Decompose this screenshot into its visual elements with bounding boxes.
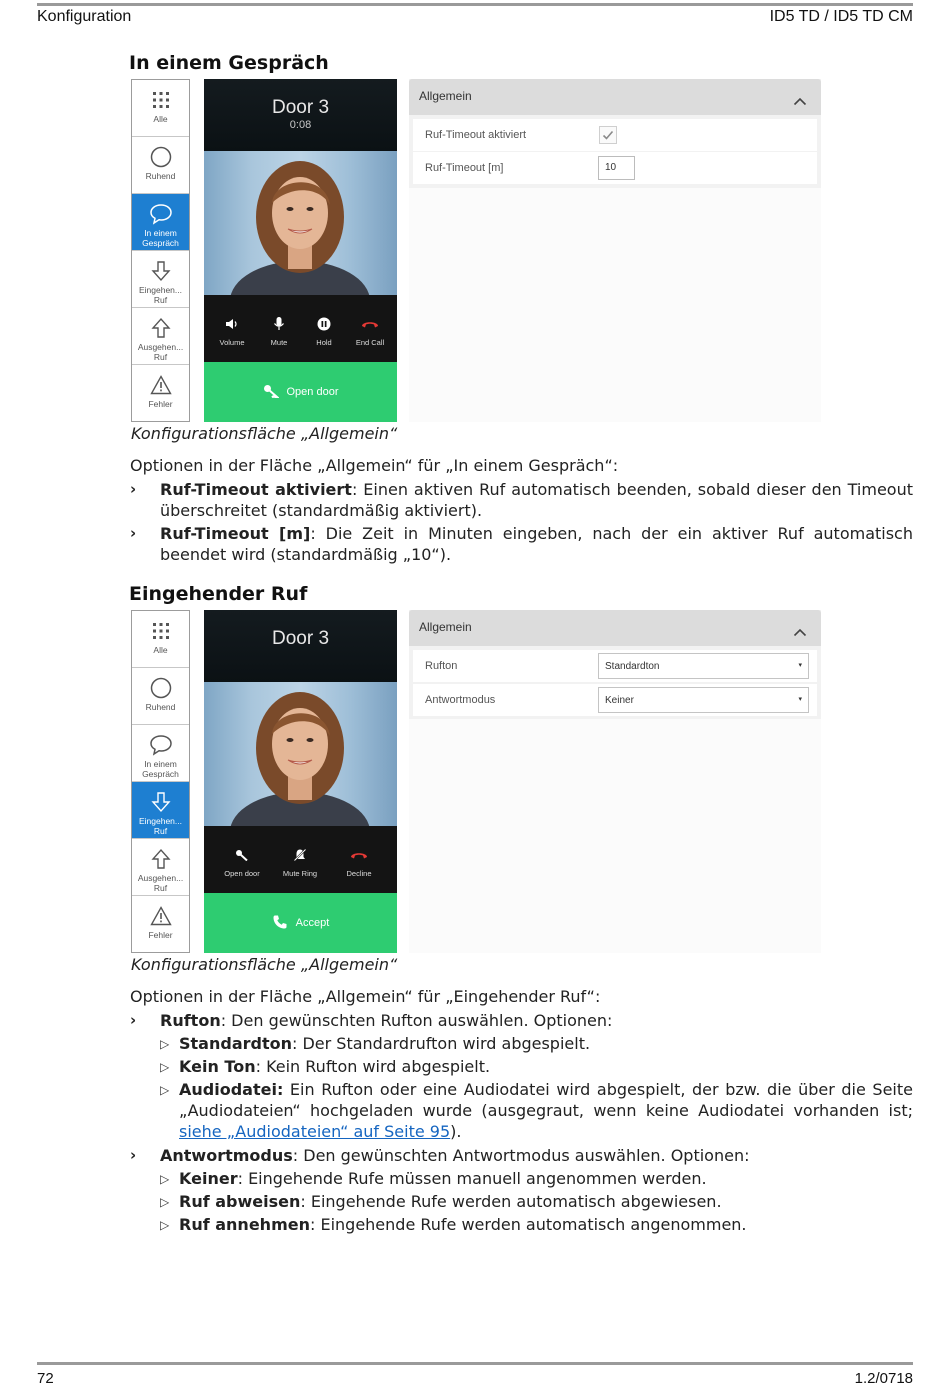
sub-bullet-triangle-icon: ▷ (160, 1195, 170, 1209)
volume-control[interactable]: Volume (204, 315, 260, 347)
row-ruf-timeout-minuten: Ruf-Timeout [m] 10 (413, 152, 817, 184)
allgemein-panel (409, 79, 821, 188)
screenshot-in-gespraech (131, 79, 821, 422)
hang-up-icon (342, 315, 397, 333)
checkmark-icon (600, 127, 616, 143)
call-controls (204, 295, 397, 362)
sidebar-item-in-gespraech[interactable]: In einem Gespräch (132, 725, 189, 782)
figure-caption-1: Konfigurationsfläche „Allgemein“ (131, 424, 398, 443)
call-duration: 0:08 (289, 119, 312, 131)
sub-bullet-keiner: ▷ Keiner: Eingehende Rufe müssen manuell angenommen werden. (160, 1169, 707, 1188)
sidebar-item-eingehend[interactable]: Eingehen... Ruf (132, 251, 189, 308)
sub-bullet-triangle-icon: ▷ (160, 1037, 170, 1051)
warning-icon (149, 373, 173, 397)
panel-header[interactable] (409, 79, 821, 115)
bullet-arrow-icon: › (130, 524, 137, 542)
speech-bubble-icon (149, 202, 173, 226)
call-screen (204, 610, 397, 953)
section-title-eingehender-ruf: Eingehender Ruf (129, 583, 308, 605)
circle-icon (149, 676, 173, 700)
arrow-down-icon (149, 790, 173, 814)
sidebar-item-in-gespraech[interactable]: In einem Gespräch (132, 194, 189, 251)
call-controls (204, 826, 397, 893)
dropdown-caret-icon: ▾ (798, 662, 802, 669)
sub-bullet-audiodatei: ▷ Audiodatei: Ein Rufton oder eine Audiodatei wird abgespielt, der bzw. die über die Seite „Audiodateien“ hochgeladen wurde (ausgegraut, wenn keine Audiodatei vorhanden ist; siehe „Audiodateien“ auf Seite 95). (160, 1080, 913, 1141)
accept-button[interactable]: Accept (204, 893, 397, 953)
dropdown-caret-icon: ▾ (798, 696, 802, 703)
panel-title: Allgemein (419, 620, 472, 634)
footer-version: 1.2/0718 (854, 1370, 913, 1387)
sidebar-item-fehler[interactable]: Fehler (132, 365, 189, 422)
footer-rule (37, 1362, 913, 1365)
muted-bell-icon (272, 846, 328, 864)
open-door-control[interactable]: Open door (214, 846, 270, 878)
mute-ring-control[interactable]: Mute Ring (272, 846, 328, 878)
door-title: Door 3 (271, 628, 330, 649)
hang-up-icon (331, 846, 387, 864)
arrow-down-icon (149, 259, 173, 283)
ruf-timeout-input[interactable]: 10 (598, 156, 635, 180)
sub-bullet-triangle-icon: ▷ (160, 1060, 170, 1074)
sub-bullet-ruf-abweisen: ▷ Ruf abweisen: Eingehende Rufe werden automatisch abgewiesen. (160, 1192, 722, 1211)
speech-bubble-icon (149, 733, 173, 757)
sub-bullet-kein-ton: ▷ Kein Ton: Kein Rufton wird abgespielt. (160, 1057, 491, 1076)
footer-page-number: 72 (37, 1370, 54, 1387)
ruf-timeout-checkbox[interactable] (599, 126, 617, 144)
call-screen (204, 79, 397, 422)
chevron-up-icon[interactable] (793, 91, 807, 110)
header-section: Konfiguration (37, 8, 132, 25)
key-icon (214, 846, 270, 864)
sub-bullet-standardton: ▷ Standardton: Der Standardrufton wird abgespielt. (160, 1034, 591, 1053)
sidebar-item-fehler[interactable]: Fehler (132, 896, 189, 953)
sub-bullet-triangle-icon: ▷ (160, 1083, 170, 1097)
grid-icon (149, 88, 173, 112)
caller-video (204, 151, 397, 295)
arrow-up-icon (149, 316, 173, 340)
section-title-in-gespraech: In einem Gespräch (129, 52, 329, 74)
figure-caption-2: Konfigurationsfläche „Allgemein“ (131, 955, 398, 974)
panel-header[interactable] (409, 610, 821, 646)
decline-control[interactable]: Decline (331, 846, 387, 878)
sidebar-item-ruhend[interactable]: Ruhend (132, 668, 189, 725)
state-sidebar (131, 610, 190, 953)
sub-bullet-triangle-icon: ▷ (160, 1218, 170, 1232)
caller-video (204, 682, 397, 826)
circle-icon (149, 145, 173, 169)
row-rufton: Rufton Standardton ▾ (413, 650, 817, 682)
grid-icon (149, 619, 173, 643)
sidebar-item-ruhend[interactable]: Ruhend (132, 137, 189, 194)
mute-control[interactable]: Mute (251, 315, 307, 347)
header-product: ID5 TD / ID5 TD CM (769, 8, 913, 25)
panel-empty-area (409, 188, 821, 422)
bullet-arrow-icon: › (130, 1011, 137, 1029)
panel-title: Allgemein (419, 89, 472, 103)
screenshot-eingehender-ruf (131, 610, 821, 953)
header-rule (37, 3, 913, 6)
audiodateien-link[interactable]: siehe „Audiodateien“ auf Seite 95 (179, 1122, 451, 1141)
bullet-arrow-icon: › (130, 480, 137, 498)
bullet-antwortmodus: › Antwortmodus: Den gewünschten Antwortmodus auswählen. Optionen: (130, 1146, 750, 1165)
bullet-rufton: › Rufton: Den gewünschten Rufton auswählen. Optionen: (130, 1011, 613, 1030)
sub-bullet-triangle-icon: ▷ (160, 1172, 170, 1186)
rufton-select[interactable]: Standardton ▾ (598, 653, 809, 679)
allgemein-panel (409, 610, 821, 719)
sidebar-item-eingehend[interactable]: Eingehen... Ruf (132, 782, 189, 839)
open-door-button[interactable]: Open door (204, 362, 397, 422)
panel-empty-area (409, 719, 821, 953)
chevron-up-icon[interactable] (793, 622, 807, 641)
sidebar-item-alle[interactable]: Alle (132, 80, 189, 137)
bullet-arrow-icon: › (130, 1146, 137, 1164)
warning-icon (149, 904, 173, 928)
sidebar-item-ausgehend[interactable]: Ausgehen... Ruf (132, 308, 189, 365)
arrow-up-icon (149, 847, 173, 871)
row-ruf-timeout-aktiviert: Ruf-Timeout aktiviert (413, 119, 817, 151)
key-icon (263, 384, 279, 401)
phone-icon (272, 914, 288, 933)
intro-paragraph-1: Optionen in der Fläche „Allgemein“ für „In einem Gespräch“: (130, 456, 619, 475)
sidebar-item-ausgehend[interactable]: Ausgehen... Ruf (132, 839, 189, 896)
bullet-ruf-timeout-aktiviert: › Ruf-Timeout aktiviert: Einen aktiven Ruf automatisch beenden, sobald dieser den Timeout überschreitet (standardmäßig aktiviert). (130, 480, 914, 520)
bullet-ruf-timeout-minuten: › Ruf-Timeout [m]: Die Zeit in Minuten eingeben, nach der ein aktiver Ruf automatisch beendet wird (standardmäßig „10“). (130, 524, 913, 564)
end-call-control[interactable]: End Call (342, 315, 397, 347)
antwortmodus-select[interactable]: Keiner ▾ (598, 687, 809, 713)
hold-control[interactable]: Hold (296, 315, 352, 347)
sub-bullet-ruf-annehmen: ▷ Ruf annehmen: Eingehende Rufe werden automatisch angenommen. (160, 1215, 747, 1234)
state-sidebar (131, 79, 190, 422)
door-title: Door 3 (271, 97, 330, 118)
intro-paragraph-2: Optionen in der Fläche „Allgemein“ für „Eingehender Ruf“: (130, 987, 601, 1006)
row-antwortmodus: Antwortmodus Keiner ▾ (413, 684, 817, 716)
sidebar-item-alle[interactable]: Alle (132, 611, 189, 668)
